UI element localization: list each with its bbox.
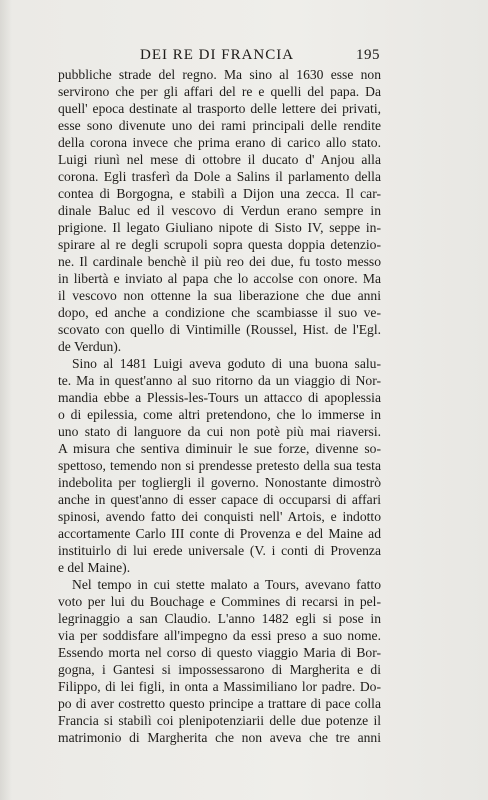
text-line: e del Maine). <box>58 560 131 575</box>
body-text <box>58 66 381 746</box>
text-line: accortamente Carlo III conte di Provenza e del Maine ad <box>58 526 381 541</box>
text-line: voto per lui du Bouchage e Commines di recarsi in pel- <box>58 594 381 609</box>
text-line: o di epilessia, come altri pretendono, che lo immerse in <box>58 407 381 422</box>
text-line: esse sono divenute uno dei rami principali delle rendite <box>58 118 381 133</box>
text-line: te. Ma in quest'anno al suo ritorno da un viaggio di Nor- <box>58 373 381 388</box>
text-line: scovato con quello di Vintimille (Roussel, Hist. de l'Egl. <box>58 322 381 337</box>
text-line: Filippo, di lei figli, in onta a Massimiliano lor padre. Do- <box>58 679 381 694</box>
text-line: della corona invece che prima erano di carico allo stato. <box>58 135 381 150</box>
text-line: spettoso, temendo non si prendesse pretesto della sua testa <box>58 458 381 473</box>
text-line: contea di Borgogna, e stabilì a Dijon una zecca. Il car- <box>58 186 381 201</box>
text-line: matrimonio di Margherita che non aveva che tre anni <box>58 730 381 745</box>
text-line: spirare al re degli scrupoli sopra questa doppia detenzio- <box>58 237 381 252</box>
text-line: in libertà e inviato al papa che lo accolse con onore. Ma <box>58 271 381 286</box>
text-line: il vescovo non ottenne la sua liberazione che due anni <box>58 288 381 303</box>
text-line: dopo, ed anche a condizione che scambiasse il suo ve- <box>58 305 381 320</box>
text-line: uno stato di languore da cui non potè più mai riaversi. <box>58 424 381 439</box>
text-line: po di aver costretto questo principe a trattare di pace colla <box>58 696 381 711</box>
text-line: via per soddisfare all'impegno da essi preso a suo nome. <box>58 628 381 643</box>
text-line: mandia ebbe a Plessis-les-Tours un attacco di apoplessia <box>58 390 381 405</box>
text-line: instituirlo di lui erede universale (V. i conti di Provenza <box>58 543 381 558</box>
text-line: de Verdun). <box>58 339 122 354</box>
text-line: quell' epoca destinate al trasporto delle lettere dei privati, <box>58 101 381 116</box>
text-line: spinosi, avendo fatto dei conquisti nell' Artois, e indotto <box>58 509 381 524</box>
text-line: A misura che sentiva diminuir le sue forze, divenne so- <box>58 441 381 456</box>
text-line: Sino al 1481 Luigi aveva goduto di una buona salu- <box>72 356 381 371</box>
text-line: servirono che per gli affari del re e quelli del papa. Da <box>58 84 381 99</box>
text-line: Francia si stabilì coi plenipotenziarii delle due potenze il <box>58 713 381 728</box>
text-line: Nel tempo in cui stette malato a Tours, avevano fatto <box>72 577 381 592</box>
text-line: Luigi riunì nel mese di ottobre il ducato d' Anjou alla <box>58 152 381 167</box>
text-line: prigione. Il legato Giuliano nipote di Sisto IV, seppe in- <box>58 220 381 235</box>
text-line: Essendo morta nel corso di questo viaggio Maria di Bor- <box>58 645 381 660</box>
text-line: pubbliche strade del regno. Ma sino al 1630 esse non <box>58 67 381 82</box>
text-line: legrinaggio a san Claudio. L'anno 1482 egli si pose in <box>58 611 381 626</box>
text-line: dinale Baluc ed il vescovo di Verdun erano sempre in <box>58 203 381 218</box>
text-line: indebolita per togliergli il governo. Nonostante dimostrò <box>58 475 381 490</box>
text-line: anche in quest'anno di esser capace di occuparsi di affari <box>58 492 381 507</box>
text-line: corona. Egli trasferì da Dole a Salins il parlamento della <box>58 169 381 184</box>
text-line: ne. Il cardinale benchè il più reo dei due, fu tosto messo <box>58 254 381 269</box>
page-number: 195 <box>356 47 380 63</box>
running-head: DEI RE DI FRANCIA <box>140 47 295 63</box>
text-line: gogna, i Gantesi si impossessarono di Margherita e di <box>58 662 381 677</box>
